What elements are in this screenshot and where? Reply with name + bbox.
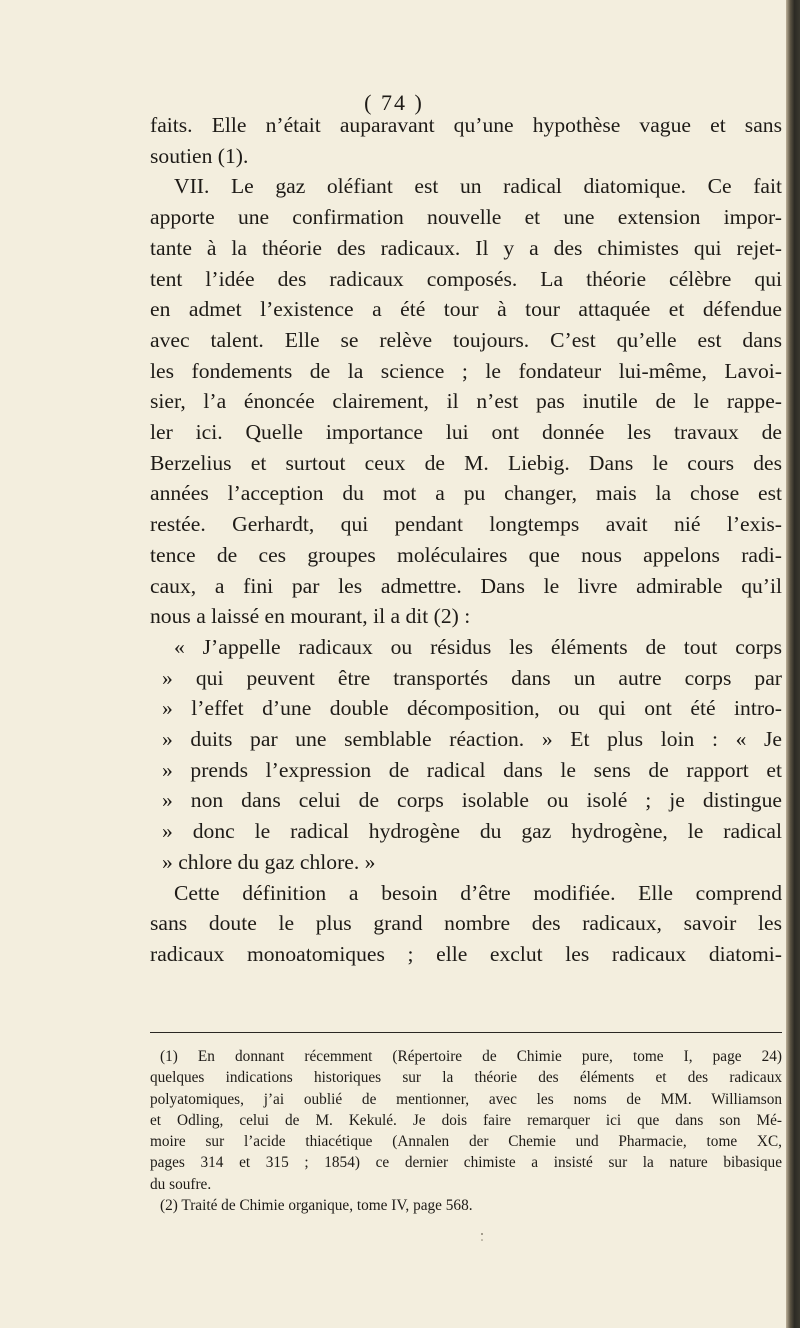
text-line: Cette définition a besoin d’être modifiée. Elle comprend [174,880,782,905]
text-line: ler ici. Quelle importance lui ont donnée les travaux de [150,420,782,445]
paper-speck [480,1232,484,1242]
text-line: les fondements de la science ; le fondateur lui-même, Lavoi- [150,358,782,383]
footnote-line: (2) Traité de Chimie organique, tome IV, page 568. [160,1197,473,1215]
text-line: sans doute le plus grand nombre des radicaux, savoir les [150,911,782,936]
text-line: caux, a fini par les admettre. Dans le livre admirable qu’il [150,573,782,598]
footnote-line: du soufre. [150,1175,212,1193]
quote-line: » duits par une semblable réaction. » Et plus loin : « Je [162,727,782,752]
text-line: Berzelius et surtout ceux de M. Liebig. Dans le cours des [150,450,782,475]
quote-line: » chlore du gaz chlore. » [162,849,376,874]
text-line: nous a laissé en mourant, il a dit (2) : [150,604,471,629]
footnotes [150,1046,782,1216]
footnote-divider [150,1032,782,1033]
quote-line: » donc le radical hydrogène du gaz hydrogène, le radical [162,819,782,844]
text-line: VII. Le gaz oléfiant est un radical diatomique. Ce fait [174,174,782,199]
text-line: tent l’idée des radicaux composés. La théorie célèbre qui [150,266,782,291]
quote-line: « J’appelle radicaux ou résidus les éléments de tout corps [174,634,782,659]
page-number: ( 74 ) [364,90,424,115]
text-line: tence de ces groupes moléculaires que nous appelons radi- [150,542,782,567]
text-line: faits. Elle n’était auparavant qu’une hypothèse vague et sans [150,113,782,137]
text-line: apporte une confirmation nouvelle et une extension impor- [150,205,782,230]
footnote-line: quelques indications historiques sur la théorie des éléments et des radicaux [150,1069,782,1087]
text-line: restée. Gerhardt, qui pendant longtemps avait nié l’exis- [150,512,782,537]
main-text [150,110,782,970]
quote-line: » l’effet d’une double décomposition, ou qui ont été intro- [162,696,782,721]
text-line: avec talent. Elle se relève toujours. C’est qu’elle est dans [150,327,782,352]
quote-line: » non dans celui de corps isolable ou isolé ; je distingue [162,788,782,813]
quote-line: » prends l’expression de radical dans le sens de rapport et [162,757,782,782]
text-line: sier, l’a énoncée clairement, il n’est pas inutile de le rappe- [150,389,782,414]
text-line: tante à la théorie des radicaux. Il y a des chimistes qui rejet- [150,235,782,260]
text-line: radicaux monoatomiques ; elle exclut les radicaux diatomi- [150,941,782,966]
footnote-line: pages 314 et 315 ; 1854) ce dernier chimiste a insisté sur la nature bibasique [150,1154,782,1172]
footnote-line: et Odling, celui de M. Kekulé. Je dois faire remarquer ici que dans son Mé- [150,1111,782,1129]
text-line: années l’acception du mot a pu changer, mais la chose est [150,481,782,506]
text-line: en admet l’existence a été tour à tour attaquée et défendue [150,297,782,322]
footnote-line: polyatomiques, j’ai oublié de mentionner, avec les noms de MM. Williamson [150,1090,782,1108]
text-line: soutien (1). [150,143,249,168]
quote-line: » qui peuvent être transportés dans un autre corps par [162,665,782,690]
page-edge [786,0,800,1328]
footnote-line: (1) En donnant récemment (Répertoire de Chimie pure, tome I, page 24) [160,1048,782,1065]
footnote-line: moire sur l’acide thiacétique (Annalen der Chemie und Pharmacie, tome XC, [150,1133,782,1151]
